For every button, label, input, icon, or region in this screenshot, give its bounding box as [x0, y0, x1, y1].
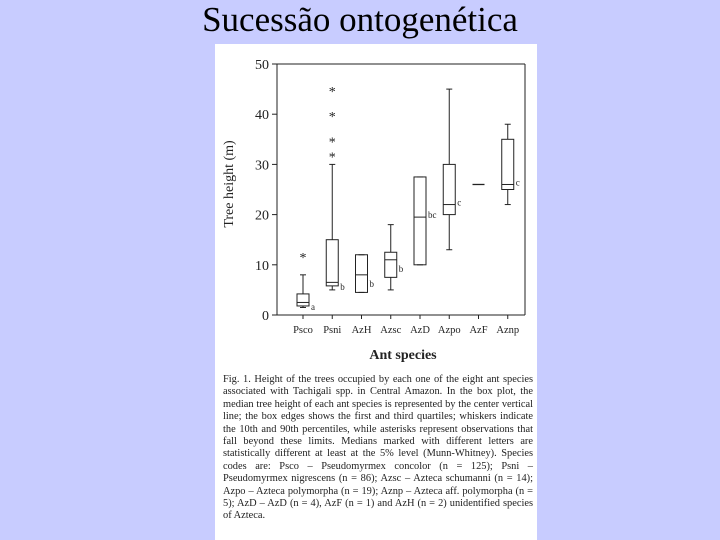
outlier-asterisk: * [328, 110, 336, 126]
outlier-asterisk: * [328, 135, 336, 151]
significance-letter: c [457, 197, 462, 208]
axes-layer [255, 58, 525, 336]
significance-letter: a [311, 301, 315, 312]
y-axis-label: Tree height (m) [222, 140, 237, 228]
y-tick-label: 20 [255, 208, 269, 224]
x-tick-label: Azpo [437, 325, 461, 336]
y-tick-label: 40 [255, 108, 269, 124]
significance-letter: bc [428, 210, 437, 221]
box-body [414, 177, 426, 265]
y-tick-label: 0 [262, 309, 269, 324]
box-AzH [356, 255, 375, 293]
outlier-asterisk: * [328, 150, 336, 166]
box-body [443, 164, 455, 214]
x-tick-label: Psni [323, 325, 342, 336]
outlier-asterisk: * [328, 85, 336, 101]
caption-figure-label: Fig. 1. [223, 374, 251, 385]
y-tick-label: 10 [255, 258, 269, 274]
box-Azsc [385, 225, 404, 290]
box-AzD [414, 177, 437, 265]
significance-letter: c [515, 177, 520, 188]
x-axis-label: Ant species [369, 348, 437, 363]
box-Azpo [443, 89, 461, 250]
box-body [502, 139, 514, 189]
marks-layer [297, 85, 520, 312]
box-Psco [297, 251, 315, 312]
x-tick-label: Psco [293, 325, 313, 336]
x-tick-label: Aznp [496, 325, 520, 336]
box-body [326, 240, 338, 286]
box-body [297, 294, 309, 306]
box-plot-chart [215, 44, 537, 374]
box-Aznp [502, 124, 520, 204]
slide-title: Sucessão ontogenética [202, 0, 518, 39]
x-tick-label: AzD [410, 325, 430, 336]
box-body [385, 252, 397, 277]
box-body [356, 255, 368, 293]
x-tick-label: Azsc [380, 325, 402, 336]
significance-letter: b [369, 278, 374, 289]
y-tick-label: 30 [255, 158, 269, 174]
x-tick-label: AzF [469, 325, 488, 336]
figure-panel [215, 44, 537, 540]
x-tick-label: AzH [351, 325, 372, 336]
significance-letter: b [340, 281, 345, 292]
outlier-asterisk: * [299, 250, 307, 266]
box-Psni [326, 85, 345, 292]
caption-text: Height of the trees occupied by each one of the eight ant species associated with Tachigali spp. in Central Amazon. In the box plot, the median tree height of each ant species is represented by the center vertical line; the box edges shows the first and third quartiles; whiskers indicate the 10th and 90th percentiles, while asterisks represent observations that fall beyond these limits. Medians marked with different letters are statistically different at least at the 5% level (Munn-Whitney). Species codes are: Psco – Pseudomyrmex concolor (n = 125); Psni – Pseudomyrmex nigrescens (n = 86); Azsc – Azteca schumanni (n = 14); Azpo – Azteca polymorpha (n = 19); Aznp – Azteca aff. polymorpha (n = 5); AzD – AzD (n = 4), AzF (n = 1) and AzH (n = 2) unidentified species of Azteca. [223, 374, 533, 522]
y-tick-label: 50 [255, 58, 269, 73]
significance-letter: b [398, 263, 404, 274]
figure-caption [223, 374, 533, 523]
